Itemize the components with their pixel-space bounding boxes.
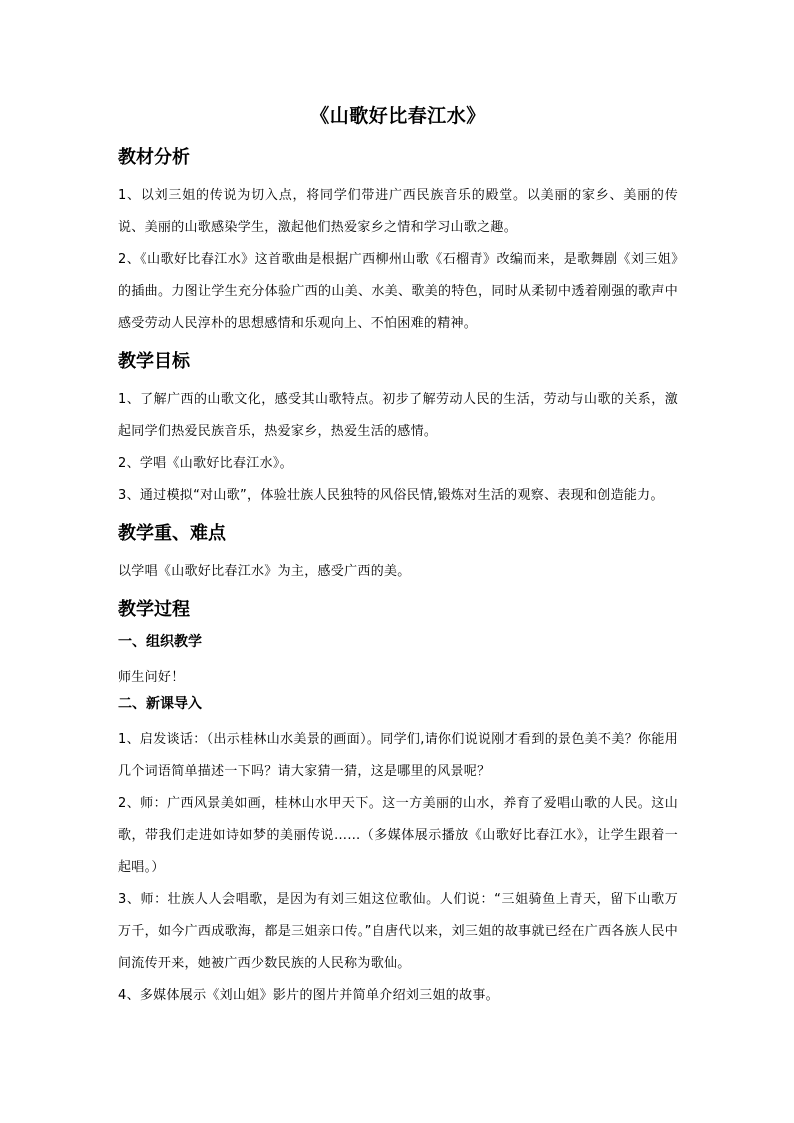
heading-goals: 教学目标 (118, 351, 190, 372)
goals-paragraph-1: 1、了解广西的山歌文化，感受其山歌特点。初步了解劳动人民的生活，劳动与山歌的关系，激起同学们热爱民族音乐，热爱家乡，热爱生活的感情。 (118, 392, 678, 439)
analysis-paragraph-2: 2、《山歌好比春江水》这首歌曲是根据广西柳州山歌《石榴青》改编而来，是歌舞剧《刘三姐》的插曲。力图让学生充分体验广西的山美、水美、歌美的特色，同时从柔韧中透着刚强的歌声中感受劳动人民淳朴的思想感情和乐观向上、不怕困难的精神。 (118, 252, 678, 331)
heading-analysis: 教材分析 (118, 147, 190, 168)
subheading-introduction: 二、新课导入 (118, 696, 202, 712)
keypoints-paragraph-1: 以学唱《山歌好比春江水》为主，感受广西的美。 (118, 564, 411, 579)
organize-paragraph: 师生问好！ (118, 670, 185, 685)
analysis-paragraph-1: 1、以刘三姐的传说为切入点，将同学们带进广西民族音乐的殿堂。以美丽的家乡、美丽的传说、美丽的山歌感染学生，激起他们热爱家乡之情和学习山歌之趣。 (118, 188, 678, 235)
document-page (118, 102, 678, 1012)
subheading-organize: 一、组织教学 (118, 634, 202, 650)
heading-keypoints: 教学重、难点 (118, 523, 226, 544)
goals-paragraph-3: 3、通过模拟“对山歌”，体验壮族人民独特的风俗民情,锻炼对生活的观察、表现和创造能力。 (118, 488, 664, 503)
goals-paragraph-2: 2、学唱《山歌好比春江水》。 (118, 456, 293, 471)
process-paragraph-2: 2、师：广西风景美如画，桂林山水甲天下。这一方美丽的山水，养育了爱唱山歌的人民。这山歌，带我们走进如诗如梦的美丽传说……（多媒体展示播放《山歌好比春江水》，让学生跟着一起唱。） (118, 796, 678, 875)
heading-process: 教学过程 (118, 599, 190, 620)
process-paragraph-1: 1、启发谈话：（出示桂林山水美景的画面）。同学们,请你们说说刚才看到的景色美不美？你能用几个词语简单描述一下吗？请大家猜一猜，这是哪里的风景呢？ (118, 732, 678, 779)
process-paragraph-3: 3、师：壮族人人会唱歌，是因为有刘三姐这位歌仙。人们说：“三姐骑鱼上青天，留下山歌万万千，如今广西成歌海，都是三姐亲口传。”自唐代以来，刘三姐的故事就已经在广西各族人民中间流传开来，她被广西少数民族的人民称为歌仙。 (118, 892, 678, 971)
document-title: 《山歌好比春江水》 (310, 105, 486, 127)
process-paragraph-4: 4、多媒体展示《刘山姐》影片的图片并简单介绍刘三姐的故事。 (118, 988, 499, 1003)
